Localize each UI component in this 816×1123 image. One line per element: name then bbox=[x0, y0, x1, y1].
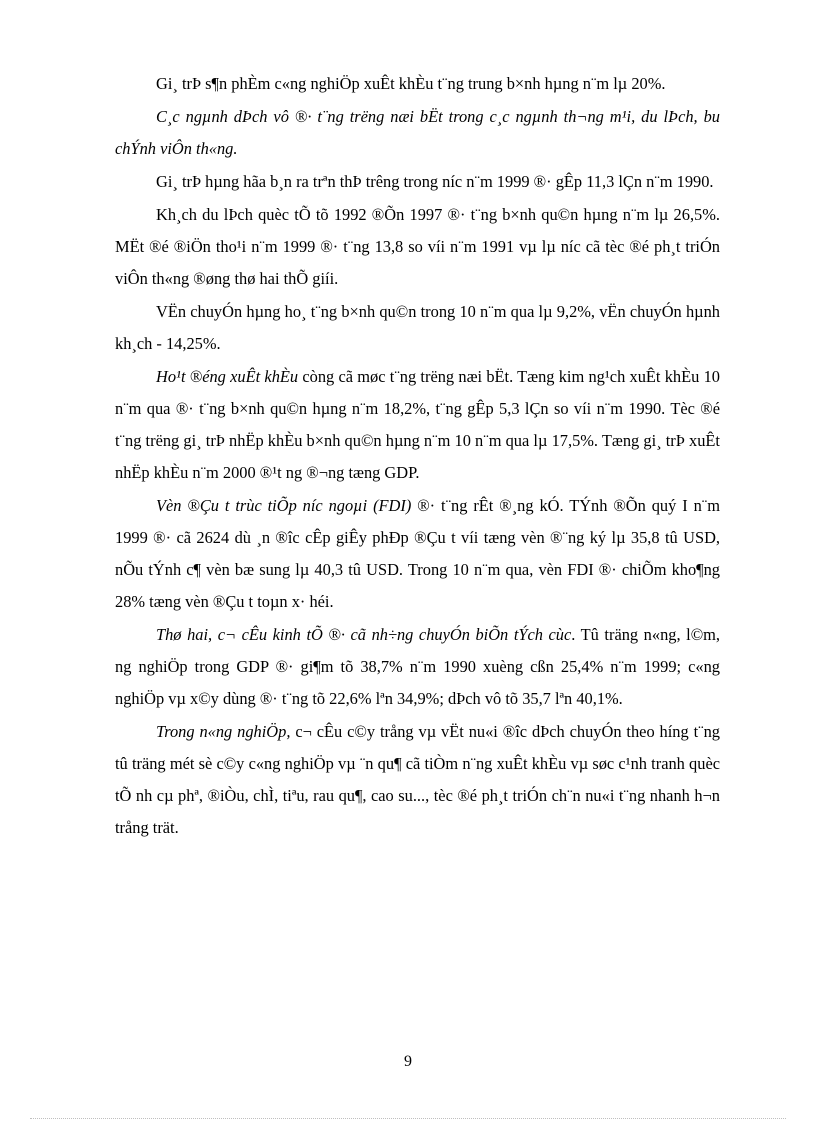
paragraph-9-text: c¬ cÊu c©y trång vµ vËt nu«i ®îc dÞch chuyÓn theo híng t¨ng tû träng mét sè c©y c«ng nghiÖp vµ ¨n qu¶ cã tiÒm n¨ng xuÊt khÈu vµ søc c¹nh tranh quèc tÕ nh cµ phª, ®iÒu, chÌ, tiªu, rau qu¶, cao su..., tèc ®é ph¸t triÓn ch¨n nu«i t¨ng nhanh h¬n trång trät. bbox=[115, 722, 720, 837]
paragraph-6-text: còng cã møc t¨ng trëng næi bËt. Tæng kim ng¹ch xuÊt khÈu 10 n¨m qua ®· t¨ng b×nh qu©n hµng n¨m 18,2%, t¨ng gÊp 5,3 lÇn so víi n¨m 1990. Tèc ®é t¨ng trëng gi¸ trÞ nhËp khÈu b×nh qu©n hµng n¨m 10 n¨m qua lµ 17,5%. Tæng gi¸ trÞ xuÊt nhËp khÈu n¨m 2000 ®¹t ng ®¬ng tæng GDP. bbox=[115, 367, 720, 482]
paragraph-4 bbox=[115, 199, 720, 295]
paragraph-7 bbox=[115, 490, 720, 618]
paragraph-3 bbox=[115, 166, 720, 198]
paragraph-2-lead: C¸c ngµnh dÞch vô ®· t¨ng trëng næi bËt trong c¸c ngµnh th¬ng m¹i, du lÞch, bu chÝnh viÔn th«ng. bbox=[115, 107, 720, 158]
paragraph-9-lead: Trong n«ng nghiÖp, bbox=[156, 722, 291, 741]
paragraph-6-lead: Ho¹t ®éng xuÊt khÈu bbox=[156, 367, 299, 386]
paragraph-1 bbox=[115, 68, 720, 100]
paragraph-5 bbox=[115, 296, 720, 360]
paragraph-6 bbox=[115, 361, 720, 489]
paragraph-5-text: VËn chuyÓn hµng ho¸ t¨ng b×nh qu©n trong 10 n¨m qua lµ 9,2%, vËn chuyÓn hµnh kh¸ch - 14,25%. bbox=[115, 302, 720, 353]
paragraph-2 bbox=[115, 101, 720, 165]
paragraph-7-lead: Vèn ®Çu t trùc tiÕp níc ngoµi (FDI) bbox=[156, 496, 412, 515]
paragraph-3-text: Gi¸ trÞ hµng hãa b¸n ra trªn thÞ trêng trong níc n¨m 1999 ®· gÊp 11,3 lÇn n¨m 1990. bbox=[156, 172, 714, 191]
paragraph-8 bbox=[115, 619, 720, 715]
paragraph-9 bbox=[115, 716, 720, 844]
paragraph-7-text: ®· t¨ng rÊt ®¸ng kÓ. TÝnh ®Õn quý I n¨m 1999 ®· cã 2624 dù ¸n ®îc cÊp giÊy phÐp ®Çu t víi tæng vèn ®¨ng ký lµ 35,8 tû USD, nÕu tÝnh c¶ vèn bæ sung lµ 40,3 tû USD. Trong 10 n¨m qua, vèn FDI ®· chiÕm kho¶ng 28% tæng vèn ®Çu t toµn x· héi. bbox=[115, 496, 720, 611]
page-body bbox=[115, 68, 720, 844]
paragraph-1-text: Gi¸ trÞ s¶n phÈm c«ng nghiÖp xuÊt khÈu t¨ng trung b×nh hµng n¨m lµ 20%. bbox=[156, 74, 666, 93]
paragraph-8-lead: Thø hai, c¬ cÊu kinh tÕ ®· cã nh÷ng chuyÓn biÕn tÝch cùc bbox=[156, 625, 572, 644]
paragraph-4-text: Kh¸ch du lÞch quèc tÕ tõ 1992 ®Õn 1997 ®· t¨ng b×nh qu©n hµng n¨m lµ 26,5%. MËt ®é ®iÖn tho¹i n¨m 1999 ®· t¨ng 13,8 so víi n¨m 1991 vµ lµ níc cã tèc ®é ph¸t triÓn viÔn th«ng ®øng thø hai thÕ giíi. bbox=[115, 205, 720, 288]
page-number: 9 bbox=[404, 1053, 412, 1070]
page-bottom-rule bbox=[30, 1118, 786, 1119]
paragraph-8-text: . Tû träng n«ng, l©m, ng nghiÖp trong GDP ®· gi¶m tõ 38,7% n¨m 1990 xuèng cßn 25,4% n¨m 1999; c«ng nghiÖp vµ x©y dùng ®· t¨ng tõ 22,6% lªn 34,9%; dÞch vô tõ 35,7 lªn 40,1%. bbox=[115, 625, 720, 708]
